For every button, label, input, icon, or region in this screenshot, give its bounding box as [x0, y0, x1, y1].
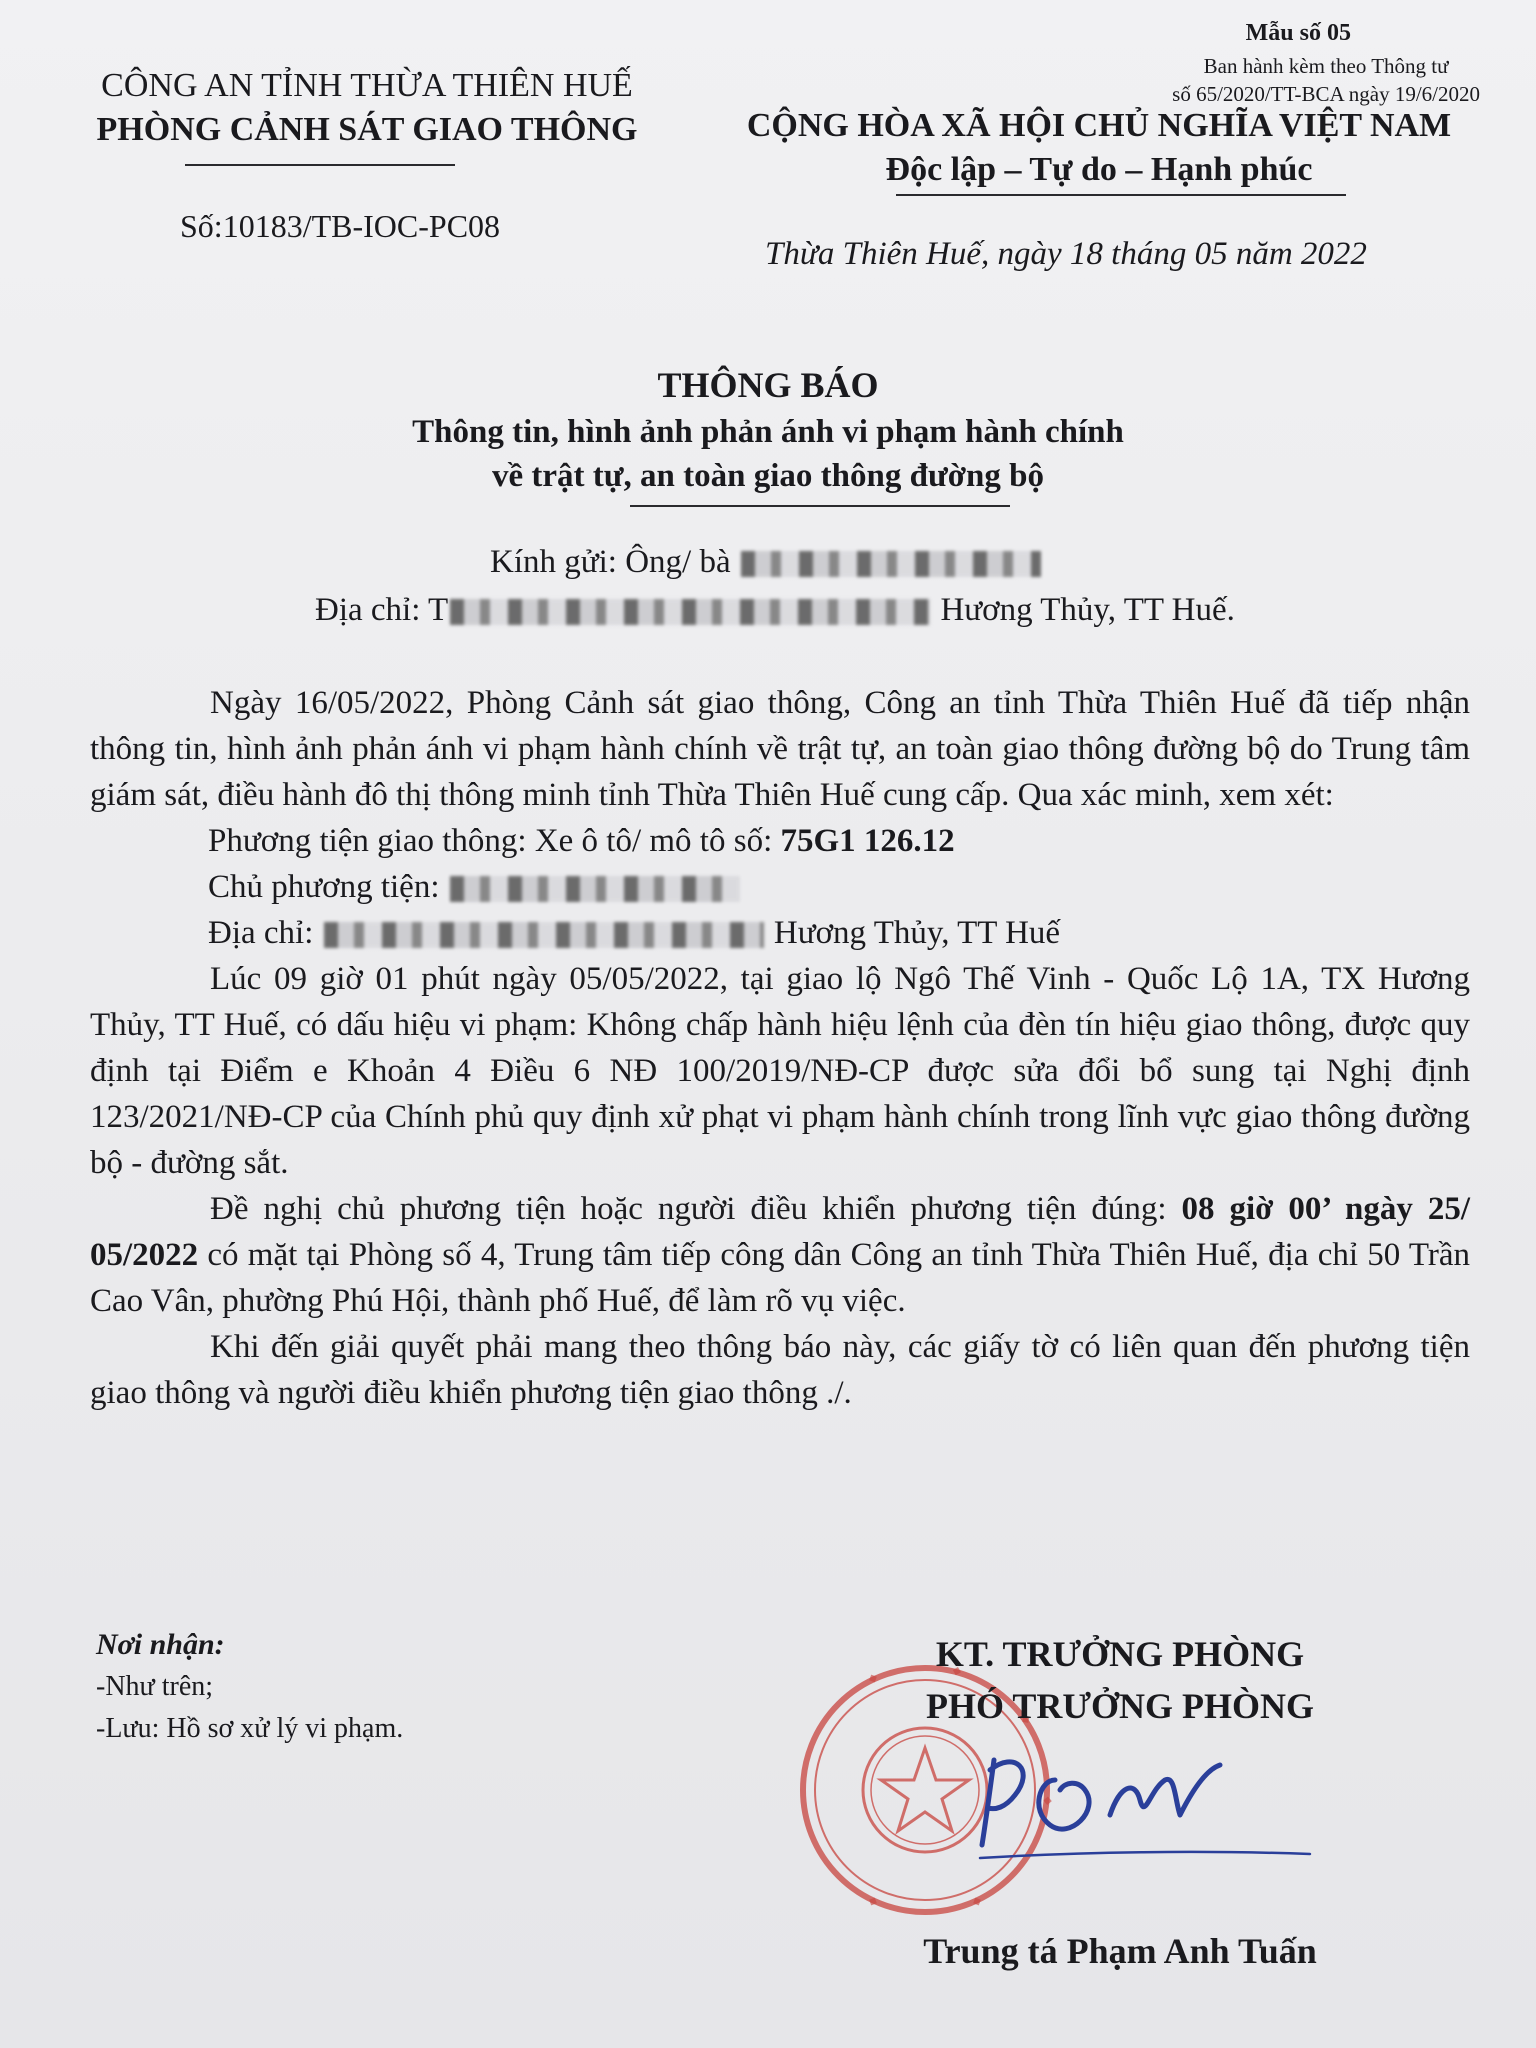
recipient-label: Kính gửi: Ông/ bà — [490, 544, 731, 580]
signature-title — [850, 1628, 1390, 1732]
redacted-name — [741, 551, 1041, 577]
national-motto: Độc lập – Tự do – Hạnh phúc — [885, 151, 1313, 188]
motto-underline — [896, 194, 1346, 196]
summons-time: 08 giờ 00’ ngày 25/ 05/2022 — [90, 1191, 1470, 1273]
paragraph-documents: Khi đến giải quyết phải mang theo thông báo này, các giấy tờ có liên quan đến phương tiện giao thông và người điều khiển phương tiện giao thông ./. — [90, 1329, 1470, 1411]
title-underline — [630, 505, 1010, 507]
reference-number: Số:10183/TB-IOC-PC08 — [180, 208, 501, 244]
paragraph-intake: Ngày 16/05/2022, Phòng Cảnh sát giao thông, Công an tỉnh Thừa Thiên Huế đã tiếp nhận thông tin, hình ảnh phản ánh vi phạm hành chính về trật tự, an toàn giao thông đường bộ do Trung tâm giám sát, điều hành đô thị thông minh tỉnh Thừa Thiên Huế cung cấp. Qua xác minh, xem xét: — [90, 685, 1470, 813]
redacted-owner — [450, 876, 740, 902]
signer-name: Trung tá Phạm Anh Tuấn — [923, 1931, 1317, 1971]
document-body — [90, 680, 1470, 1416]
address-label: Địa chỉ: T — [315, 592, 449, 628]
signature-title-line-2: PHÓ TRƯỞNG PHÒNG — [925, 1686, 1314, 1726]
owner-line — [90, 864, 1470, 910]
address-tail: Hương Thủy, TT Huế. — [940, 592, 1235, 628]
agency-department: PHÒNG CẢNH SÁT GIAO THÔNG — [96, 111, 638, 148]
recipient-line — [490, 544, 1043, 581]
recipient-address — [315, 592, 1235, 629]
vehicle-plate: 75G1 126.12 — [780, 823, 955, 859]
vehicle-label: Phương tiện giao thông: Xe ô tô/ mô tô số: — [208, 823, 781, 859]
place-and-date: Thừa Thiên Huế, ngày 18 tháng 05 năm 2022 — [765, 236, 1367, 272]
document-title: THÔNG BÁO — [657, 365, 879, 405]
country-name: CỘNG HÒA XÃ HỘI CHỦ NGHĨA VIỆT NAM — [746, 107, 1452, 144]
subtitle-line-2: về trật tự, an toàn giao thông đường bộ — [491, 458, 1044, 494]
form-number: Mẫu số 05 — [1245, 20, 1351, 46]
distribution-item: -Như trên; — [96, 1671, 214, 1702]
redacted-owner-address — [324, 922, 764, 948]
vehicle-line — [90, 818, 1470, 864]
paragraph-summons — [90, 1186, 1470, 1324]
agency-parent: CÔNG AN TỈNH THỪA THIÊN HUẾ — [101, 67, 633, 104]
issuing-agency — [62, 64, 672, 152]
signature-title-line-1: KT. TRƯỞNG PHÒNG — [935, 1634, 1305, 1674]
agency-underline — [185, 164, 455, 166]
document-subtitle — [0, 410, 1536, 498]
distribution-list — [96, 1624, 403, 1750]
owner-address-line — [90, 910, 1470, 956]
distribution-heading: Nơi nhận: — [96, 1628, 225, 1661]
paragraph-violation: Lúc 09 giờ 01 phút ngày 05/05/2022, tại giao lộ Ngô Thế Vinh - Quốc Lộ 1A, TX Hương Thủy, TT Huế, có dấu hiệu vi phạm: Không chấp hành hiệu lệnh của đèn tín hiệu giao thông, được quy định tại Điểm e Khoản 4 Điều 6 NĐ 100/2019/NĐ-CP được sửa đổi bổ sung tại Nghị định 123/2021/NĐ-CP của Chính phủ quy định xử phạt vi phạm hành chính trong lĩnh vực giao thông đường bộ - đường sắt. — [90, 961, 1470, 1181]
form-issuance-note — [1172, 52, 1480, 108]
summons-text-b: có mặt tại Phòng số 4, Trung tâm tiếp công dân Công an tỉnh Thừa Thiên Huế, địa chỉ 50 Trần Cao Vân, phường Phú Hội, thành phố Huế, để làm rõ vụ việc. — [90, 1237, 1470, 1319]
subtitle-line-1: Thông tin, hình ảnh phản ánh vi phạm hành chính — [412, 414, 1124, 450]
distribution-item: -Lưu: Hồ sơ xử lý vi phạm. — [96, 1713, 404, 1744]
national-header — [715, 104, 1483, 192]
handwritten-signature-icon — [960, 1740, 1320, 1870]
form-note-line-1: Ban hành kèm theo Thông tư — [1203, 54, 1449, 78]
form-note-line-2: số 65/2020/TT-BCA ngày 19/6/2020 — [1172, 82, 1480, 106]
redacted-address — [450, 599, 930, 625]
owner-address-label: Địa chỉ: — [208, 915, 322, 951]
owner-address-tail: Hương Thủy, TT Huế — [773, 915, 1061, 951]
summons-text-a: Đề nghị chủ phương tiện hoặc người điều khiển phương tiện đúng: — [210, 1191, 1182, 1227]
owner-label: Chủ phương tiện: — [208, 869, 448, 905]
